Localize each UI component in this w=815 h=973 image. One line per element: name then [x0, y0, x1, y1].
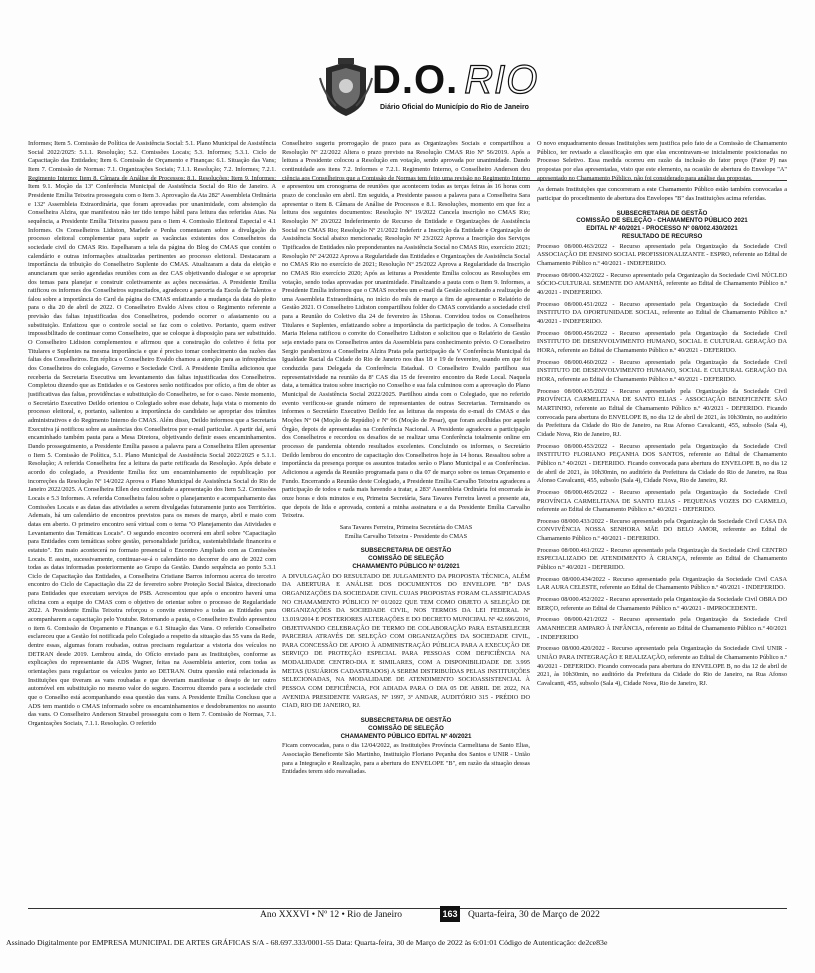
process-entry: Processo 08/000.463/2022 - Recurso apresentado pela Organização da Sociedade Civil ASSOCIAÇÃO DE ENSINO SOCIAL PROFISSIONALIZANTE - ESPRO, referente ao Edital de Chamamento Público n.º 40/2021 - INDEFERIDO. [537, 242, 787, 268]
masthead-subtitle: Diário Oficial do Município do Rio de Janeiro [380, 104, 529, 111]
column-3 [537, 140, 787, 892]
process-entry: Processo 08/000.460/2022 - Recurso apresentado pela Organização da Sociedade Civil INSTITUTO DE DESENVOLVIMENTO HUMANO, SOCIAL E CULTURAL GERAÇÃO DA HORA, referente ao Edital de Chamamento Público n.º 40/2021 - DEFERIDO. [537, 358, 787, 383]
paragraph: Ficam convocadas, para o dia 12/04/2022, as Instituições Província Carmelitana de Santo Elias, Associação Beneficente São Martinho, Instituição Floriano Peçanha dos Santos e UNIR - União para a Integração e Realização, para a abertura do ENVELOPE "B", em razão da situação dessas Entidades terem sido reavaliadas. [282, 742, 530, 776]
process-entry: Processo 08/000.453/2022 - Recurso apresentado pela Organização da Sociedade Civil INSTITUTO FLORIANO PEÇANHA DOS SANTOS, referente ao Edital de Chamamento Público n.º 40/2021 - DEFERIDO. Ficando convocada para abertura do ENVELOPE B, no dia 12 de abril de 2021, às 10h30min, no auditório da Prefeitura da Cidade do Rio de Janeiro, na Rua Afonso Cavalcanti, 455, subsolo (Sala 4), Cidade Nova, Rio de Janeiro, RJ. [537, 442, 787, 485]
process-entry: Processo 08/000.451/2022 - Recurso apresentado pela Organização da Sociedade Civil INSTITUTO DA OPORTUNIDADE SOCIAL, referente ao Edital de Chamamento Público n.º 40/2021 - INDEFERIDO. [537, 300, 787, 326]
signature-block [282, 524, 530, 541]
process-entry: Processo 08/000.420/2022 - Recurso apresentado pela Organização da Sociedade Civil UNIR - UNIÃO PARA INTEGRAÇÃO E REALIZAÇÃO, referente ao Edital de Chamamento Público n.º 40/2021 - DEFERIDO. Ficando convocada para abertura do ENVELOPE B, no dia 12 de abril de 2021, às 10h30min, no auditório da Prefeitura da Cidade do Rio de Janeiro, na Rua Afonso Cavalcanti, 455, subsolo (Sala 4), Cidade Nova, Rio de Janeiro, RJ. [537, 645, 787, 687]
signature-line: Emília Carvalho Teixeira - Presidente do CMAS [344, 532, 468, 540]
publication-date: Quarta-feira, 30 de Março de 2022 [468, 910, 600, 920]
masthead [0, 52, 815, 132]
section-heading: SUBSECRETARIA DE GESTÃO COMISSÃO DE SELEÇÃO - CHAMAMENTO PÚBLICO 2021 EDITAL Nº 40/2021 - PROCESSO Nº 08/002.430/2021 RESULTADO DE RECURSO [576, 209, 748, 240]
footer-rule [28, 908, 787, 909]
edition-info: Ano XXXVI • Nº 12 • Rio de Janeiro [260, 910, 403, 920]
process-entry: Processo 08/000.435/2022 - Recurso apresentado pela Organização da Sociedade Civil PROVÍNCIA CARMELITANA DE SANTO ELIAS - ASSOCIAÇÃO BENEFICENTE SÃO MARTINHO, referente ao Edital de Chamamento Público n.º 40/2021 - DEFERIDO. Ficando convocada para abertura do ENVELOPE B, no dia 12 de abril de 2021, às 10h30min, no auditório da Prefeitura da Cidade do Rio de Janeiro, na Rua Afonso Cavalcanti, 455, subsolo (Sala 4), Cidade Nova, Rio de Janeiro, RJ. [537, 387, 787, 438]
coat-of-arms-icon [318, 58, 374, 120]
paragraph: Informes; Item 5. Comissão de Política de Assistência Social: 5.1. Plano Municipal de Assistência Social 2022/2025: 5.1.1. Resolução; 5.2. Comissões Locais; 5.3. Informes; 5.3.1. Ciclo de Capacitação das Entidades; Item 6. Comissão de Orçamento e Finanças: 6.1. Situação das Vans; Item 7. Comissão de Normas: 7.1. Organizações Sociais; 7.1.1. Resolução; 7.2. Informes; 7.2.1. Regimento Interno; Item 8. Câmara de Análise de Processos: 8.1. Resoluções; Item 9. Informes; Item 9.1. Moção da 13ª Conferência Municipal de Assistência Social do Rio de Janeiro. A Presidente Emília Teixeira prosseguiu com o Item 3. Aprovação da Ata 282ª Assembleia Ordinária e 132ª Assembleia Extraordinária, que foram aprovadas por unanimidade, com abstenção da Conselheira Alzira, que manifestou não ter tido tempo hábil para leitura das referidas Atas. Na sequência, a Presidente Emília Teixeira passou para o Item 4. Comissão Eleitoral Especial e 4.1 Informes. Os Conselheiros Lidiston, Marlede e Penha comentaram sobre a divulgação do processo eleitoral complementar para suprir as vacâncias existentes dos Conselheiros da sociedade civil do CMAS Rio. Espelharam a tela da página do Blog do CMAS que contém o calendário e outras informações atualizadas pertinentes ao processo eleitoral. Destacaram a importância da tribuição do Conselheiro Suplente do CMAS. Atualizaram a data da eleição e anunciaram que serão agendadas reuniões com as dez CAS objetivando dialogar e se apropriar dos temas para planejar e construir coletivamente as ações necessárias. A Presidente Emília ratificou os informes dos Conselheiros supracitados, agradeceu a parceria da Escola de Talentos e falou sobre a importância do Card da página do CMAS enfatizando a mudança da data do pleito para o dia 20 de abril de 2022. O Conselheiro Evaldo Alves citou o Regimento referente a previsão das faltas injustificadas dos Conselheiros, podendo ocorrer o afastamento ou a substituição. Enfatizou que o controle social se faz com o coletivo. Portanto, quem estiver impossibilitado de continuar como Conselheiro, que se coloque à disposição para ser substituído. O Conselheiro Lidiston complementou e afirmou que a construção do coletivo é feita por Titulares e Suplentes na mesma importância e que é preciso tomar conhecimento das razões das faltas dos Conselheiros. Em réplica o Conselheiro Evaldo chamou a atenção para as infrequências dos Conselheiros do colegiado, Governo e Sociedade Civil. A Presidente Emília adicionou que receberia da Secretaria Executiva um levantamento das faltas injustificadas dos Conselheiros. Completou dizendo que as Entidades e os Gestores serão notificados por ofício, a fim de obter as justificativas das faltas, providências e substituição do Conselheiro, se for o caso. Neste momento, o Secretário Executivo Deildo orientou o Colegiado sobre esse debate, haja vista o momento do processo eleitoral, e, portanto, salientou a importância do candidato se apropriar dos trâmites administrativos e do Regimento Interno do CMAS. Além disso, Deildo informou que a Secretaria Executiva já notificou sobre as ausências dos Conselheiros por e-mail particular. A partir daí, será encaminhado também pauta para a Mesa Diretora, objetivando definir esses encaminhamentos. Dando prosseguimento, a Presidente Emília passou a palavra para a Conselheira Ellen apresentar o Item 5. Comissão de Política, 5.1. Plano Municipal de Assistência Social 2022/2025 e 5.1.1. Resolução; A referida Conselheira fez a leitura da parte retificada da Resolução. Após debate e acordo do colegiado, a Presidente Emília fez um encaminhamento de republicação por incorreções da Resolução Nº 14/2022 Aprova o Plano Municipal de Assistência Social do Rio de Janeiro 2022/2025. A Conselheira Ellen deu continuidade a apresentação dos Item 5.2. Comissões Locais e 5.3 Informes. A referida Conselheira falou sobre o planejamento e acompanhamento das Comissões Locais e as datas das atividades a serem divulgadas futuramente junto aos Territórios. Ademais, há um calendário de encontros previstos para os meses de março, abril e maio com datas em aberto. O primeiro encontro será virtual com o tema "O Planejamento das Atividades e Levantamento das Temáticas Locais". O segundo encontro ocorrerá em abril sobre "Capacitação para Entidades com temáticas sobre gestão, personalidade jurídica, sustentabilidade financeira e estatuto". Em maio acontecerá no formato presencial o Encontro Ampliado com as Comissões Locais. E assim, sucessivamente, continuar-se-á o calendário no decorrer do ano de 2022 com todas as datas informadas posteriormente ao Grupo da Gestão. Dando sequência ao ponto 5.3.1 Ciclo de Capacitação das Entidades, a Conselheira Cristiane Barros informou acerca do terceiro encontro do Ciclo de Capacitação dia 22 de fevereiro sobre Proteção Social Básica, direcionado para Entidades que executam serviços de PSB. Acrescentou que após o encontro haverá uma oficina com a equipe do CMAS com o objetivo de orientar sobre o processo de Regularidade 2022. A Presidente Emília Teixeira reforçou o convite extensivo a todas as Entidades para acompanharem a capacitação pelo Youtube. Retornando a pauta, o Conselheiro Evaldo apresentou o item 6. Comissão de Orçamento e Finanças e 6.1 Situação das Vans. O referido Conselheiro esclareceu que a Gestão foi notificada pelo Colegiado a respeito da situação das 55 vans da Rede, dentre essas, algumas foram roubadas, outras precisam regularizar a vistoria dos veículos no DETRAN desde 2019. Lembrou ainda, do Ofício enviado para as Instituições, conforme as explicações do representante da ADS Wagner, feitas na Assembleia anterior, com todas as orientações para regularizar os veículos junto ao DETRAN. Outra questão está relacionada às Instituições que tiveram as vans roubadas e que deveriam manifestar o desejo de ter outro automóvel em substituição no mesmo valor do seguro. Encerrou dizendo para a sociedade civil que o Conselho está acompanhando essa questão das vans. A Presidente Emília Conclusu que a ADS tem mantido o CMAS informado sobre os encaminhamentos e desdobramentos no assunto das vans. O Conselheiro Anderson Straubel prosseguiu com o Item 7. Comissão de Normas, 7.1. Organizações Sociais, 7.1.1. Resolução. O referido [28, 140, 276, 727]
paragraph: A DIVULGAÇÃO DO RESULTADO DE JULGAMENTO DA PROPOSTA TÉCNICA, ALÉM DA ABERTURA E ANÁLISE DOS DOCUMENTOS DO ENVELOPE "B" DAS ORGANIZAÇÕES DA SOCIEDADE CIVIL CUJAS PROPOSTAS FORAM CLASSIFICADAS NO CHAMAMENTO PÚBLICO Nº 01/2022 QUE TEM COMO OBJETO A SELEÇÃO DE ORGANIZAÇÕES DA SOCIEDADE CIVIL, NOS TERMOS DA LEI FEDERAL Nº 13.019/2014 E POSTERIORES ALTERAÇÕES E DO DECRETO MUNICIPAL Nº 42.696/2016, OBJETIVANDO CELEBRAÇÃO DE TERMO DE COLABORAÇÃO PARA ESTABELECER PARCERIA ATRAVÉS DE SELEÇÃO COM ORGANIZAÇÕES DA SOCIEDADE CIVIL, PARA CONCESSÃO DE APOIO À ADMINISTRAÇÃO PÚBLICA PARA A EXECUÇÃO DE SERVIÇO DE PROTEÇÃO ESPECIAL PARA PESSOAS COM DEFICIÊNCIA NA MODALIDADE CENTRO-DIA E SIMILARES, COM A DISPONIBILIDADE DE 3.995 METAS (USUÁRIOS CADASTRADOS) A SEREM DISTRIBUÍDAS PELAS INSTITUIÇÕES SELECIONADAS, NA MODALIDADE DE ATENDIMENTO SOCIOASSISTENCIAL À PESSOA COM DEFICIÊNCIA, FOI ADIADA PARA O DIA 05 DE ABRIL DE 2022, NA AVENIDA PRESIDENTE VARGAS, Nº 1997, 3º ANDAR, AUDITÓRIO 315 - PRÉDIO DO CIAD, RIO DE JANEIRO, RJ. [282, 572, 530, 710]
section-heading: SUBSECRETARIA DE GESTÃO COMISSÃO DE SELEÇÃO CHAMAMENTO PÚBLICO Nº 01/2021 [352, 547, 460, 570]
process-entry: Processo 08/000.433/2022 - Recurso apresentado pela Organização da Sociedade Civil CASA DA CONVIVÊNCIA NOSSA SENHORA MÃE DO BELO AMOR, referente ao Edital de Chamamento Público n.º 40/2021 - DEFERIDO. [537, 517, 787, 543]
masthead-title-rio: RIO [464, 58, 539, 102]
section-heading: SUBSECRETARIA DE GESTÃO COMISSÃO DE SELEÇÃO CHAMAMENTO PÚBLICO EDITAL Nº 40/2021 [340, 717, 472, 740]
process-entry: Processo 08/000.434/2022 - Recurso apresentado pela Organização da Sociedade Civil CASA LAR AURA CELESTE, referente ao Edital de Chamamento Público n.º 40/2021 - INDEFERIDO. [537, 575, 787, 592]
paragraph: As demais Instituições que concorreram a este Chamamento Público estão também convocadas a participar do procedimento de abertura dos Envelopes "B" das Instituições acima referidas. [537, 186, 787, 202]
process-entry: Processo 08/000.421/2022 - Recurso apresentado pela Organização da Sociedade Civil AMANHECER AMPARO À INFÂNCIA, referente ao Edital de Chamamento Público n.º 40/2021 - INDEFERIDO [537, 616, 787, 641]
digital-signature-line: Assinado Digitalmente por EMPRESA MUNICIPAL DE ARTES GRÁFICAS S/A - 68.697.333/0001-55 Data: Quarta-feira, 30 de Março de 2022 às 6:01:01 Código de Autenticação: de2ce83e [6, 938, 608, 947]
process-entry: Processo 08/000.461/2022 - Recurso apresentado pela Organização da Sociedade Civil CENTRO ESPECIALIZADO DE ATENDIMENTO À CRIANÇA, referente ao Edital de Chamamento Público n.º 40/2021 - DEFERIDO. [537, 546, 787, 572]
process-entry: Processo 08/000.465/2022 - Recurso apresentado pela Organização da Sociedade Civil PROVÍNCIA CARMELITANA DE SANTO ELIAS - PEQUENAS VOZES DO CARMELO, referente ao Edital de Chamamento Público n.º 40/2021 - DEFERIDO. [537, 488, 787, 514]
masthead-title: D.O. RIO [372, 58, 539, 102]
column-2 [282, 140, 530, 892]
process-entry: Processo 08/000.456/2022 - Recurso apresentado pela Organização da Sociedade Civil INSTITUTO DE DESENVOLVIMENTO HUMANO, SOCIAL E CULTURAL GERAÇÃO DA HORA, referente ao Edital de Chamamento Público n.º 40/2021 - DEFERIDO. [537, 329, 787, 354]
footer [28, 902, 787, 932]
process-list [537, 243, 787, 689]
process-entry: Processo 08/000.432/2022 - Recurso apresentado pela Organização da Sociedade Civil NÚCLEO SÓCIO-CULTURAL SEMENTE DO AMANHÃ, referente ao Edital de Chamamento Público n.º 40/2021 - INDEFERIDO. [537, 271, 787, 297]
paragraph: Conselheiro sugeriu prorrogação de prazo para as Organizações Sociais e compartilhou a Resolução Nº 22/2022 Altera o prazo previsto na Resolução CMAS Rio Nº 56/2019. Após a leitura a Presidente colocou a Resolução em votação, sendo aprovada por unanimidade. Dando continuidade aos itens 7.2. Informes e 7.2.1. Regimento Interno, o Conselheiro Anderson deu ciência aos Conselheiros que a Comissão de Normas tem feito uma revisão no Regimento Interno e apresentou um cronograma de reuniões que acontecem todas as terças feiras às 16 horas com prazo de conclusão em abril. Em seguida, a Presidente passou a palavra para a Conselheira Sara apresentar o item 8. Câmara de Análise de Processos e 8.1. Resoluções, momento em que fez a leitura dos seguintes documentos: Resolução Nº 19/2022 Cancela inscrição no CMAS Rio; Resolução Nº 20/2022 Indeferimento de Recurso de Entidade e Organizações de Assistência Social no CMAS Rio; Resolução Nº 21/2022 Indeferir a Inscrição da Entidade e Organização de Assistência Social abaixo mencionada; Resolução Nº 23/2022 Aprova a Inscrição dos Serviços Tipificados de Entidades não preponderantes na Assistência Social no CMAS Rio, exercício 2021; Resolução Nº 24/2022 Aprova a Regularidade das Entidades e Organizações de Assistência Social no CMAS Rio no exercício de 2021; Resolução Nº 25/2022 Aprova a Regularidade da Inscrição no CMAS Rio exercício 2020; Após as leituras a Presidente Emília colocou as Resoluções em votação, sendo todas aprovadas por unanimidade. Finalizando a pauta com o Item 9. Informes, a Presidente Emília informou que o CMAS recebeu um e-mail da Gestão solicitando a realização de uma Assembleia Extraordinária, no início do mês de março a fim de apresentar o Relatório de Gestão 2021. O Conselheiro Lidiston compartilhou folder do CMAS convidando a sociedade civil para a Reunião do Coletivo dia 24 de fevereiro às 15horas. Convidou todos os Conselheiros Titulares e Suplentes, enfatizando sobre a importância da participação de todos. A Conselheira Maria Helena ratificou o convite do Conselheiro Lidiston e solicitou que o Relatório de Gestão seja enviado para os Conselheiros antes da Assembleia para conhecimento prévio. O Conselheiro Sergio parabenizou a Conselheira Alzira Prata pela participação da V Conferência Municipal da Igualdade Racial da Cidade do Rio de Janeiro nos dias 18 e 19 de fevereiro, usando em que foi conduzida para Delegada da Conferência Estadual. O Conselheiro Evaldo partilhou sua representatividade na reunião da 8ª CAS dia 15 de fevereiro encontro da Rede Local. Naquela data, a temática tratou sobre inscrição no Conselho e sua fala culminou com a aprovação do Plano Municipal de Assistência Social 2022/2025. Partilhou ainda com o Colegiado, que no referido evento verificou-se grande número de representantes de outras Secretarias. Terminando os informes o Secretário Executivo Deildo fez as leituras da resposta do e-mail do CMAS e das Moções Nº 04 (Moção de Repúdio) e Nº 06 (Moção de Pesar), que foram acolhidas por aquele Órgão, depois de apresentadas na Conferência Nacional. A Presidente agradeceu a participação dos Conselheiros e recordou os desafios de se realizar uma Conferência totalmente online em processo de pandemia obtendo resultados excelentes. Concluindo os informes, o Secretário Deildo lembrou do encontro de capacitação dos Conselheiros hoje às 14 horas. Ressaltou sobre a importância da presença porque os assuntos tratados serão o Plano Municipal e as Conferências. Adicionou a agenda da Reunião programada para o dia 07 de março sobre os temas Orçamento e Fundo. Encerrando a Reunião deste Colegiado, a Presidente Emília Carvalho Teixeira agradeceu a participação de todos e nada mais havendo a tratar, a 283ª Assembleia Ordinária foi encerrada às onze horas e dois minutos e eu, Primeira Secretária, Sara Tavares Ferreira lavrei a presente ata, que depois de lida e aprovada, conterá a minha assinatura e a da Presidente Emília Carvalho Teixeira. [282, 140, 530, 520]
paragraph: O novo enquadramento dessas Instituições sem justifica pelo fato de a Comissão de Chamamento Público, ter revisado a classificação em que elas encontravam-se inicialmente posicionadas no Processo Seletivo. Essa medida ocorreu em razão da inclusão do fator preço (Fator P) nas propostas por elas apresentadas, visto que este elemento, na ocasião de abertura do Envelope "A" apresentado no Chamamento Público, não foi considerado para análise das propostas. [537, 140, 787, 182]
column-1 [28, 140, 276, 892]
process-entry: Processo 08/000.452/2022 - Recurso apresentado pela Organização da Sociedade Civil OBRA DO BERÇO, referente ao Edital de Chamamento Público n.º 40/2021 - IMPROCEDENTE. [537, 596, 787, 612]
signature-line: Sara Tavares Ferreira, Primeira Secretária do CMAS [339, 523, 473, 531]
page-number: 163 [440, 906, 460, 922]
